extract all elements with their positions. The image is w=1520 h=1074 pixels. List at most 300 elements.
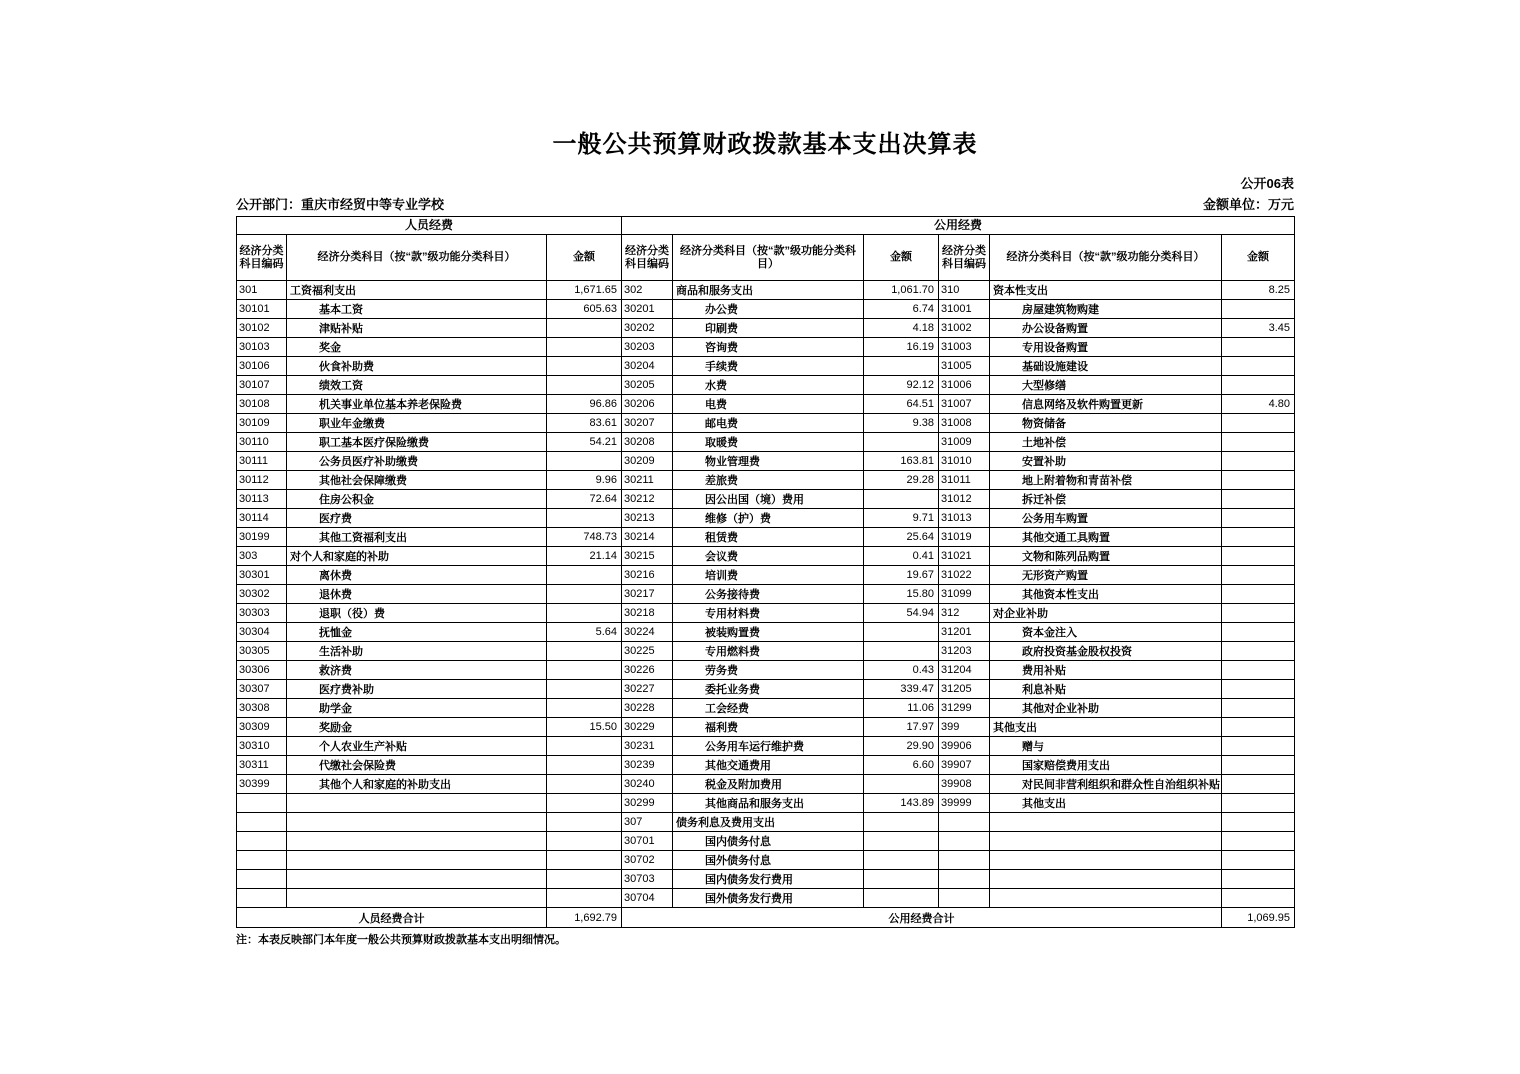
- amount-cell: [547, 737, 622, 756]
- code-cell: 310: [939, 281, 990, 300]
- code-cell: 30202: [622, 319, 673, 338]
- amount-cell: [547, 889, 622, 908]
- subject-cell: 基础设施建设: [990, 357, 1222, 376]
- code-cell: 30216: [622, 566, 673, 585]
- subject-cell: 办公设备购置: [990, 319, 1222, 338]
- amount-cell: [547, 813, 622, 832]
- subject-cell: 公务用车购置: [990, 509, 1222, 528]
- code-cell: 30108: [237, 395, 287, 414]
- amount-cell: 15.80: [864, 585, 939, 604]
- col-header-subject: 经济分类科目（按“款”级功能分类科目）: [990, 235, 1222, 281]
- subject-cell: 住房公积金: [287, 490, 547, 509]
- amount-cell: [547, 585, 622, 604]
- subject-cell: 福利费: [673, 718, 864, 737]
- amount-cell: [1222, 604, 1295, 623]
- subject-cell: 其他支出: [990, 794, 1222, 813]
- amount-cell: [547, 509, 622, 528]
- subject-cell: 抚恤金: [287, 623, 547, 642]
- amount-cell: 3.45: [1222, 319, 1295, 338]
- code-cell: 30215: [622, 547, 673, 566]
- subject-cell: 委托业务费: [673, 680, 864, 699]
- subject-cell: 其他交通费用: [673, 756, 864, 775]
- subject-cell: 公务员医疗补助缴费: [287, 452, 547, 471]
- subject-cell: 资本金注入: [990, 623, 1222, 642]
- subject-cell: 手续费: [673, 357, 864, 376]
- code-cell: 30303: [237, 604, 287, 623]
- code-cell: 30205: [622, 376, 673, 395]
- amount-cell: [547, 319, 622, 338]
- amount-cell: 9.38: [864, 414, 939, 433]
- amount-cell: [864, 623, 939, 642]
- col-header-amount: 金额: [1222, 235, 1295, 281]
- table-row: [237, 604, 1295, 623]
- amount-cell: [1222, 718, 1295, 737]
- subject-cell: 商品和服务支出: [673, 281, 864, 300]
- expenditure-table: [236, 216, 1295, 928]
- subject-cell: 信息网络及软件购置更新: [990, 395, 1222, 414]
- amount-cell: 54.21: [547, 433, 622, 452]
- amount-cell: 143.89: [864, 794, 939, 813]
- subject-cell: 邮电费: [673, 414, 864, 433]
- amount-cell: 54.94: [864, 604, 939, 623]
- code-cell: 31299: [939, 699, 990, 718]
- subject-cell: 奖励金: [287, 718, 547, 737]
- code-cell: 30225: [622, 642, 673, 661]
- code-cell: [939, 889, 990, 908]
- subject-cell: 工会经费: [673, 699, 864, 718]
- code-cell: [939, 870, 990, 889]
- subject-cell: [287, 889, 547, 908]
- code-cell: 312: [939, 604, 990, 623]
- table-row: [237, 300, 1295, 319]
- amount-cell: 29.90: [864, 737, 939, 756]
- table-row: [237, 889, 1295, 908]
- totals-row: [237, 908, 1295, 928]
- amount-cell: 5.64: [547, 623, 622, 642]
- code-cell: 30212: [622, 490, 673, 509]
- code-cell: 31010: [939, 452, 990, 471]
- code-cell: 30702: [622, 851, 673, 870]
- code-cell: 31099: [939, 585, 990, 604]
- subject-cell: 会议费: [673, 547, 864, 566]
- amount-cell: [1222, 566, 1295, 585]
- code-cell: 31007: [939, 395, 990, 414]
- subject-cell: 维修（护）费: [673, 509, 864, 528]
- code-cell: 31013: [939, 509, 990, 528]
- code-cell: 30227: [622, 680, 673, 699]
- amount-cell: 64.51: [864, 395, 939, 414]
- code-cell: 30229: [622, 718, 673, 737]
- amount-cell: [864, 775, 939, 794]
- code-cell: 30103: [237, 338, 287, 357]
- code-cell: 30308: [237, 699, 287, 718]
- code-cell: [237, 889, 287, 908]
- table-row: [237, 414, 1295, 433]
- table-row: [237, 357, 1295, 376]
- code-cell: 30704: [622, 889, 673, 908]
- amount-cell: [1222, 414, 1295, 433]
- table-row: [237, 775, 1295, 794]
- subject-cell: 救济费: [287, 661, 547, 680]
- code-cell: 30203: [622, 338, 673, 357]
- table-row: [237, 547, 1295, 566]
- subject-cell: 国内债务发行费用: [673, 870, 864, 889]
- table-row: [237, 566, 1295, 585]
- amount-cell: [1222, 737, 1295, 756]
- subject-cell: 国外债务发行费用: [673, 889, 864, 908]
- subject-cell: 职工基本医疗保险缴费: [287, 433, 547, 452]
- amount-cell: 1,061.70: [864, 281, 939, 300]
- subject-cell: 国外债务付息: [673, 851, 864, 870]
- table-row: [237, 376, 1295, 395]
- subject-cell: [990, 813, 1222, 832]
- subject-cell: 基本工资: [287, 300, 547, 319]
- code-cell: 30199: [237, 528, 287, 547]
- code-cell: 30208: [622, 433, 673, 452]
- subject-cell: 专用材料费: [673, 604, 864, 623]
- col-header-amount: 金额: [864, 235, 939, 281]
- amount-cell: [1222, 680, 1295, 699]
- code-cell: [237, 870, 287, 889]
- subject-cell: 印刷费: [673, 319, 864, 338]
- code-cell: 39907: [939, 756, 990, 775]
- amount-cell: [1222, 357, 1295, 376]
- amount-cell: [1222, 870, 1295, 889]
- code-cell: 31204: [939, 661, 990, 680]
- amount-cell: 16.19: [864, 338, 939, 357]
- amount-cell: 605.63: [547, 300, 622, 319]
- code-cell: 30240: [622, 775, 673, 794]
- code-cell: 30305: [237, 642, 287, 661]
- subject-cell: 地上附着物和青苗补偿: [990, 471, 1222, 490]
- amount-cell: [1222, 832, 1295, 851]
- amount-cell: 163.81: [864, 452, 939, 471]
- code-cell: 30703: [622, 870, 673, 889]
- amount-cell: [547, 699, 622, 718]
- amount-cell: 0.43: [864, 661, 939, 680]
- code-cell: 30204: [622, 357, 673, 376]
- subject-cell: 其他工资福利支出: [287, 528, 547, 547]
- subject-cell: [990, 851, 1222, 870]
- col-header-amount: 金额: [547, 235, 622, 281]
- code-cell: [939, 832, 990, 851]
- amount-cell: [1222, 338, 1295, 357]
- amount-cell: [864, 851, 939, 870]
- amount-cell: [547, 851, 622, 870]
- amount-cell: [547, 376, 622, 395]
- col-header-code: 经济分类科目编码: [622, 235, 673, 281]
- amount-cell: [1222, 642, 1295, 661]
- amount-cell: 72.64: [547, 490, 622, 509]
- amount-cell: [1222, 661, 1295, 680]
- subject-cell: 文物和陈列品购置: [990, 547, 1222, 566]
- amount-cell: 11.06: [864, 699, 939, 718]
- code-cell: 31002: [939, 319, 990, 338]
- code-cell: 30302: [237, 585, 287, 604]
- col-header-code: 经济分类科目编码: [237, 235, 287, 281]
- table-row: [237, 661, 1295, 680]
- code-cell: 30101: [237, 300, 287, 319]
- code-cell: 301: [237, 281, 287, 300]
- code-cell: 30112: [237, 471, 287, 490]
- amount-cell: 96.86: [547, 395, 622, 414]
- table-row: [237, 433, 1295, 452]
- subject-cell: 国内债务付息: [673, 832, 864, 851]
- code-cell: 30109: [237, 414, 287, 433]
- subject-cell: 助学金: [287, 699, 547, 718]
- code-cell: 30110: [237, 433, 287, 452]
- code-cell: 30226: [622, 661, 673, 680]
- code-cell: 30113: [237, 490, 287, 509]
- subject-cell: 专用设备购置: [990, 338, 1222, 357]
- subject-cell: 代缴社会保险费: [287, 756, 547, 775]
- amount-cell: [547, 338, 622, 357]
- subject-cell: 水费: [673, 376, 864, 395]
- amount-cell: [864, 813, 939, 832]
- amount-cell: [547, 566, 622, 585]
- subject-cell: 办公费: [673, 300, 864, 319]
- subject-cell: 因公出国（境）费用: [673, 490, 864, 509]
- code-cell: 30213: [622, 509, 673, 528]
- subject-cell: 大型修缮: [990, 376, 1222, 395]
- amount-cell: 29.28: [864, 471, 939, 490]
- public-total-label: 公用经费合计: [622, 908, 1222, 928]
- amount-cell: [1222, 813, 1295, 832]
- table-row: [237, 585, 1295, 604]
- table-row: [237, 813, 1295, 832]
- subject-cell: 债务利息及费用支出: [673, 813, 864, 832]
- amount-cell: [1222, 376, 1295, 395]
- amount-cell: [1222, 528, 1295, 547]
- code-cell: 30207: [622, 414, 673, 433]
- code-cell: 399: [939, 718, 990, 737]
- code-cell: 39908: [939, 775, 990, 794]
- subject-cell: 工资福利支出: [287, 281, 547, 300]
- table-row: [237, 737, 1295, 756]
- code-cell: 31012: [939, 490, 990, 509]
- amount-cell: 339.47: [864, 680, 939, 699]
- amount-cell: [1222, 547, 1295, 566]
- code-cell: 30102: [237, 319, 287, 338]
- code-cell: 303: [237, 547, 287, 566]
- code-cell: [237, 813, 287, 832]
- amount-cell: [1222, 623, 1295, 642]
- code-cell: 30114: [237, 509, 287, 528]
- group-header-row: [237, 217, 1295, 235]
- amount-cell: [1222, 300, 1295, 319]
- subject-cell: [287, 794, 547, 813]
- table-row: [237, 281, 1295, 300]
- amount-cell: 19.67: [864, 566, 939, 585]
- subject-cell: 对民间非营利组织和群众性自治组织补贴: [990, 775, 1222, 794]
- subject-cell: 专用燃料费: [673, 642, 864, 661]
- code-cell: [939, 813, 990, 832]
- code-cell: 31011: [939, 471, 990, 490]
- code-cell: 30239: [622, 756, 673, 775]
- amount-cell: [1222, 471, 1295, 490]
- table-row: [237, 528, 1295, 547]
- amount-cell: 9.96: [547, 471, 622, 490]
- code-cell: 30309: [237, 718, 287, 737]
- code-cell: 30301: [237, 566, 287, 585]
- subject-cell: 其他资本性支出: [990, 585, 1222, 604]
- code-cell: [237, 794, 287, 813]
- code-cell: 31021: [939, 547, 990, 566]
- table-row: [237, 395, 1295, 414]
- amount-cell: 25.64: [864, 528, 939, 547]
- table-row: [237, 471, 1295, 490]
- amount-cell: [1222, 433, 1295, 452]
- code-cell: 30111: [237, 452, 287, 471]
- amount-cell: [1222, 509, 1295, 528]
- code-cell: 31203: [939, 642, 990, 661]
- subject-cell: 物资储备: [990, 414, 1222, 433]
- subject-cell: 赠与: [990, 737, 1222, 756]
- amount-cell: 6.74: [864, 300, 939, 319]
- subject-cell: 咨询费: [673, 338, 864, 357]
- amount-cell: [864, 889, 939, 908]
- subject-cell: 绩效工资: [287, 376, 547, 395]
- code-cell: 31006: [939, 376, 990, 395]
- amount-cell: [547, 794, 622, 813]
- code-cell: 31201: [939, 623, 990, 642]
- code-cell: 31019: [939, 528, 990, 547]
- amount-cell: [864, 870, 939, 889]
- subject-cell: 拆迁补偿: [990, 490, 1222, 509]
- subject-cell: 其他商品和服务支出: [673, 794, 864, 813]
- table-row: [237, 452, 1295, 471]
- code-cell: 30214: [622, 528, 673, 547]
- amount-cell: [547, 832, 622, 851]
- table-row: [237, 509, 1295, 528]
- form-code-label: 公开06表: [1240, 176, 1294, 191]
- code-cell: 31205: [939, 680, 990, 699]
- table-row: [237, 319, 1295, 338]
- code-cell: 30231: [622, 737, 673, 756]
- code-cell: 31003: [939, 338, 990, 357]
- amount-cell: [547, 870, 622, 889]
- subject-cell: 津贴补贴: [287, 319, 547, 338]
- table-row: [237, 699, 1295, 718]
- table-row: [237, 794, 1295, 813]
- amount-cell: 8.25: [1222, 281, 1295, 300]
- amount-cell: [547, 452, 622, 471]
- table-row: [237, 338, 1295, 357]
- subject-cell: 无形资产购置: [990, 566, 1222, 585]
- subject-cell: [990, 832, 1222, 851]
- col-header-code: 经济分类科目编码: [939, 235, 990, 281]
- table-row: [237, 832, 1295, 851]
- subject-cell: 离休费: [287, 566, 547, 585]
- amount-cell: [1222, 756, 1295, 775]
- code-cell: 30310: [237, 737, 287, 756]
- table-row: [237, 490, 1295, 509]
- public-total-amount: 1,069.95: [1222, 908, 1295, 928]
- code-cell: 30218: [622, 604, 673, 623]
- footnote: 注：本表反映部门本年度一般公共预算财政拨款基本支出明细情况。: [236, 934, 566, 946]
- subject-cell: 国家赔偿费用支出: [990, 756, 1222, 775]
- column-header-row: [237, 235, 1295, 281]
- code-cell: [237, 832, 287, 851]
- code-cell: 30209: [622, 452, 673, 471]
- subject-cell: 土地补偿: [990, 433, 1222, 452]
- code-cell: 30399: [237, 775, 287, 794]
- col-header-subject: 经济分类科目（按“款”级功能分类科目）: [673, 235, 864, 281]
- department-label: 公开部门：重庆市经贸中等专业学校: [236, 197, 445, 212]
- code-cell: 30306: [237, 661, 287, 680]
- code-cell: 31008: [939, 414, 990, 433]
- code-cell: 31001: [939, 300, 990, 319]
- subject-cell: [287, 851, 547, 870]
- subject-cell: 资本性支出: [990, 281, 1222, 300]
- subject-cell: 退职（役）费: [287, 604, 547, 623]
- amount-cell: [1222, 775, 1295, 794]
- amount-cell: [1222, 490, 1295, 509]
- amount-cell: 0.41: [864, 547, 939, 566]
- table-row: [237, 756, 1295, 775]
- subject-cell: [287, 870, 547, 889]
- subject-cell: 其他支出: [990, 718, 1222, 737]
- col-header-subject: 经济分类科目（按“款”级功能分类科目）: [287, 235, 547, 281]
- amount-cell: 15.50: [547, 718, 622, 737]
- code-cell: 307: [622, 813, 673, 832]
- subject-cell: 培训费: [673, 566, 864, 585]
- subject-cell: 其他交通工具购置: [990, 528, 1222, 547]
- table-row: [237, 718, 1295, 737]
- code-cell: 302: [622, 281, 673, 300]
- amount-cell: 9.71: [864, 509, 939, 528]
- meta-line: [236, 194, 1294, 213]
- subject-cell: 对个人和家庭的补助: [287, 547, 547, 566]
- amount-cell: 83.61: [547, 414, 622, 433]
- amount-cell: 92.12: [864, 376, 939, 395]
- personnel-total-label: 人员经费合计: [237, 908, 547, 928]
- subject-cell: 生活补助: [287, 642, 547, 661]
- amount-cell: 4.18: [864, 319, 939, 338]
- subject-cell: 公务用车运行维护费: [673, 737, 864, 756]
- amount-cell: [1222, 699, 1295, 718]
- code-cell: 30228: [622, 699, 673, 718]
- table-row: [237, 870, 1295, 889]
- amount-cell: [1222, 452, 1295, 471]
- subject-cell: 电费: [673, 395, 864, 414]
- table-row: [237, 851, 1295, 870]
- code-cell: 30311: [237, 756, 287, 775]
- amount-cell: [547, 680, 622, 699]
- amount-cell: [864, 832, 939, 851]
- code-cell: [237, 851, 287, 870]
- subject-cell: 取暖费: [673, 433, 864, 452]
- code-cell: 31005: [939, 357, 990, 376]
- subject-cell: 劳务费: [673, 661, 864, 680]
- amount-cell: [864, 642, 939, 661]
- subject-cell: [287, 813, 547, 832]
- amount-cell: [1222, 585, 1295, 604]
- amount-cell: [547, 642, 622, 661]
- amount-cell: [547, 604, 622, 623]
- group-header-public: 公用经费: [622, 217, 1295, 235]
- subject-cell: 奖金: [287, 338, 547, 357]
- amount-cell: [1222, 889, 1295, 908]
- report-sheet: [236, 110, 1294, 947]
- table-row: [237, 623, 1295, 642]
- amount-cell: 6.60: [864, 756, 939, 775]
- code-cell: 30304: [237, 623, 287, 642]
- amount-cell: [864, 357, 939, 376]
- code-cell: 31009: [939, 433, 990, 452]
- amount-cell: 21.14: [547, 547, 622, 566]
- subject-cell: 租赁费: [673, 528, 864, 547]
